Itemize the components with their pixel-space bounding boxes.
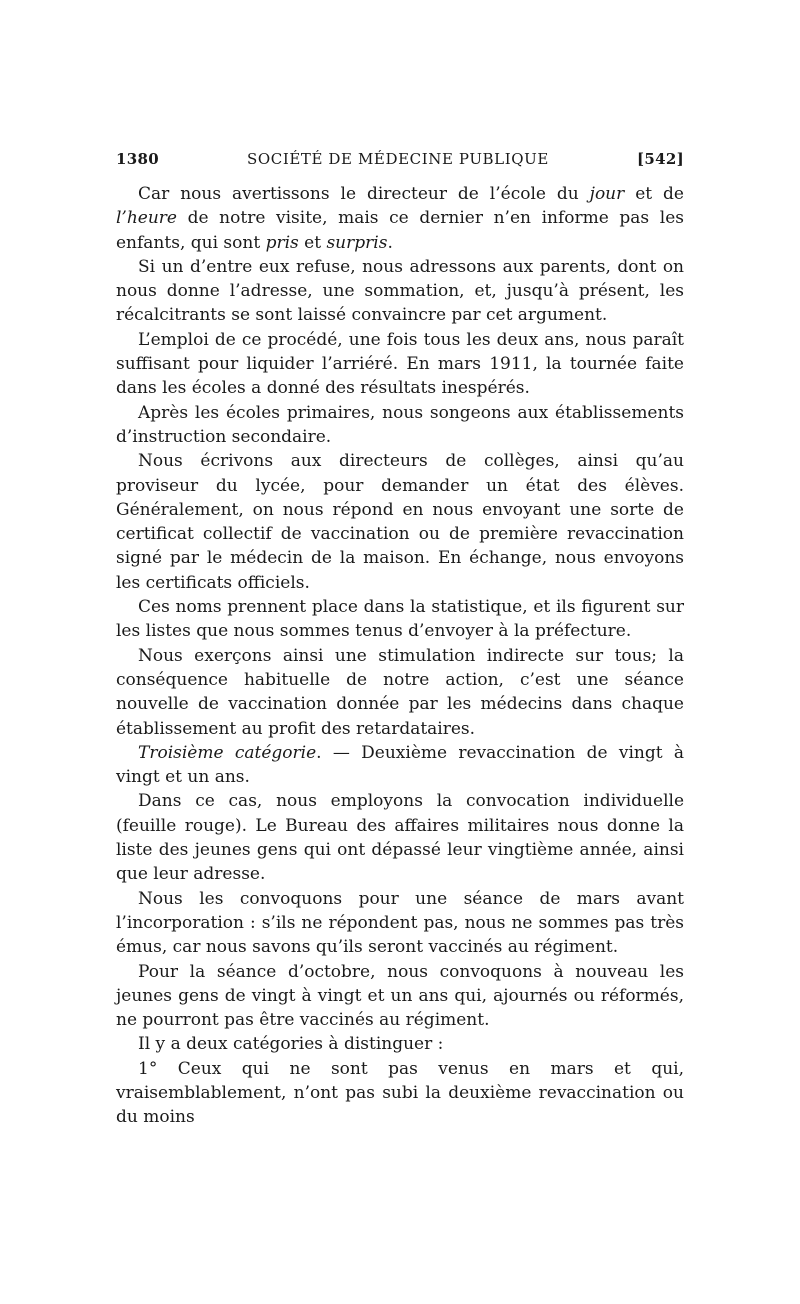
paragraph — [116, 960, 684, 1033]
text-segment: Nous les convoquons pour une séance de mars avant l’incorporation : s’ils ne répondent pas, nous ne sommes pas très émus, car nous savons qu’ils seront vaccinés au régiment. — [116, 888, 684, 958]
text-segment: . — Deuxième revaccination de vingt à vingt et un ans. — [116, 742, 684, 788]
paragraph — [116, 789, 684, 886]
text-segment: Car nous avertissons le directeur de l’école du — [138, 184, 590, 204]
italic-text: jour — [589, 184, 625, 204]
text-segment: de notre visite, mais ce dernier n’en informe pas les enfants, qui sont — [116, 208, 684, 253]
text-segment: Dans ce cas, nous employons la convocation individuelle (feuille rouge). Le Bureau des affaires militaires nous donne la liste des jeunes gens qui ont dépassé leur vingtième année, ainsi que leur adresse. — [116, 791, 684, 885]
text-segment: L’emploi de ce procédé, une fois tous les deux ans, nous paraît suffisant pour liquider l’arriéré. En mars 1911, la tournée faite dans les écoles a donné des résultats inespérés. — [116, 329, 684, 399]
paragraph — [116, 182, 684, 255]
text-segment: . — [387, 232, 393, 253]
text-segment: Nous exerçons ainsi une stimulation indirecte sur tous; la conséquence habituelle de notre action, c’est une séance nouvelle de vaccination donnée par les médecins dans chaque établissement au profit des retardataires. — [116, 645, 684, 739]
paragraph — [116, 328, 684, 401]
paragraph — [116, 887, 684, 960]
text-segment: 1° Ceux qui ne sont pas venus en mars et qui, vraisemblablement, n’ont pas subi la deuxième revaccination ou du moins — [116, 1058, 684, 1128]
page-number: 1380 — [116, 150, 159, 168]
book-page — [116, 150, 684, 1130]
text-segment: Ces noms prennent place dans la statistique, et ils figurent sur les listes que nous sommes tenus d’envoyer à la préfecture. — [116, 597, 684, 642]
italic-text: pris — [265, 232, 299, 253]
text-segment: et — [298, 232, 327, 253]
running-header — [116, 150, 684, 168]
paragraph — [116, 644, 684, 741]
bracket-number: [542] — [636, 150, 684, 168]
text-segment: Pour la séance d’octobre, nous convoquons à nouveau les jeunes gens de vingt à vingt et un ans qui, ajournés ou réformés, ne pourront pas être vaccinés au régiment. — [116, 961, 684, 1031]
italic-text: Troisième catégorie — [138, 742, 317, 763]
paragraph — [116, 255, 684, 328]
text-segment: Si un d’entre eux refuse, nous adressons aux parents, dont on nous donne l’adresse, une sommation, et, jusqu’à présent, les récalcitrants se sont laissé convaincre par cet argument. — [116, 256, 684, 326]
running-title: SOCIÉTÉ DE MÉDECINE PUBLIQUE — [246, 150, 549, 168]
paragraph — [116, 595, 684, 644]
paragraph — [116, 449, 684, 595]
paragraph — [116, 1032, 684, 1056]
italic-text: l’heure — [116, 208, 177, 229]
paragraph — [116, 741, 684, 790]
paragraph — [116, 401, 684, 450]
text-segment: Nous écrivons aux directeurs de collèges, ainsi qu’au proviseur du lycée, pour demander un état des élèves. Généralement, on nous répond en nous envoyant une sorte de certificat collectif de vaccination ou de première revaccination signé par le médecin de la maison. En échange, nous envoyons les certificats officiels. — [116, 451, 684, 593]
text-segment: et de — [624, 184, 684, 204]
body-text — [116, 182, 684, 1130]
paragraph — [116, 1057, 684, 1130]
italic-text: surpris — [326, 232, 388, 253]
text-segment: Après les écoles primaires, nous songeons aux établissements d’instruction secondaire. — [116, 402, 684, 447]
text-segment: Il y a deux catégories à distinguer : — [138, 1034, 444, 1055]
